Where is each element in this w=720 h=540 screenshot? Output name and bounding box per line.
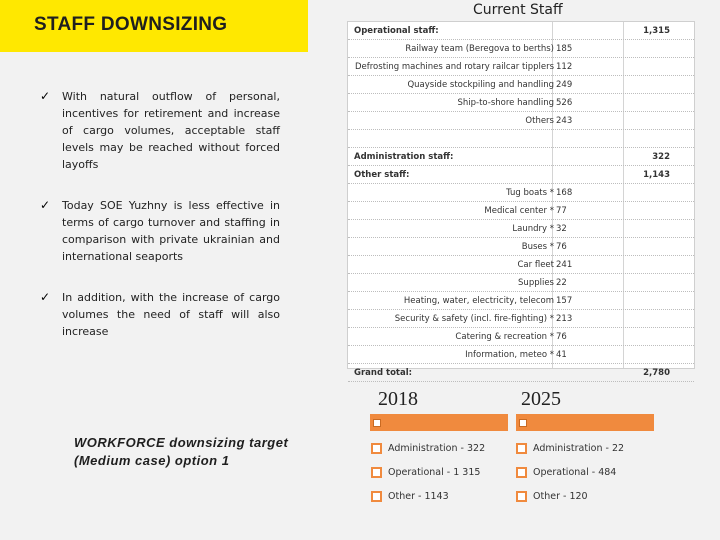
row-value: 243 bbox=[556, 116, 573, 126]
checkbox-icon bbox=[516, 443, 527, 454]
year-2018-bar bbox=[370, 414, 508, 431]
bullet-item bbox=[40, 88, 280, 173]
workforce-target bbox=[74, 434, 288, 470]
row-label: Defrosting machines and rotary railcar tipplers bbox=[354, 62, 554, 72]
legend-2018-other: Other - 1143 bbox=[371, 491, 449, 502]
table-row bbox=[348, 274, 694, 292]
row-value: 76 bbox=[556, 242, 567, 252]
table-row bbox=[348, 328, 694, 346]
legend-2018-operational: Operational - 1 315 bbox=[371, 467, 480, 478]
row-value: 526 bbox=[556, 98, 573, 108]
staff-table-title: Current Staff bbox=[473, 2, 563, 18]
year-2025-bar bbox=[516, 414, 654, 431]
row-total: 2,780 bbox=[643, 368, 670, 378]
bullet-text: Today SOE Yuzhny is less effective in terms of cargo turnover and staffing in comparison with private ukrainian and international seaports bbox=[62, 199, 280, 263]
row-label: Quayside stockpiling and handling bbox=[407, 80, 554, 90]
row-label: Car fleet bbox=[517, 260, 554, 270]
check-icon: ✓ bbox=[40, 290, 51, 304]
legend-2025-operational: Operational - 484 bbox=[516, 467, 616, 478]
year-2018-label: 2018 bbox=[378, 388, 418, 410]
row-value: 213 bbox=[556, 314, 573, 324]
row-label: Supplies bbox=[518, 278, 554, 288]
table-row bbox=[348, 76, 694, 94]
page-title: STAFF DOWNSIZING bbox=[34, 14, 228, 35]
row-label: Tug boats * bbox=[506, 188, 554, 198]
row-value: 32 bbox=[556, 224, 567, 234]
bullet-item bbox=[40, 197, 280, 265]
legend-2018-admin: Administration - 322 bbox=[371, 443, 485, 454]
row-value: 41 bbox=[556, 350, 567, 360]
bullet-list bbox=[40, 88, 280, 364]
table-row bbox=[348, 202, 694, 220]
table-row bbox=[348, 22, 694, 40]
checkbox-icon bbox=[371, 467, 382, 478]
bullet-item bbox=[40, 289, 280, 340]
table-row bbox=[348, 166, 694, 184]
table-row bbox=[348, 58, 694, 76]
row-label: Administration staff: bbox=[354, 152, 454, 162]
row-total: 322 bbox=[652, 152, 670, 162]
row-value: 185 bbox=[556, 44, 573, 54]
row-value: 76 bbox=[556, 332, 567, 342]
bullet-text: With natural outflow of personal, incentives for retirement and increase of cargo volumes, acceptable staff levels may be reached without forced layoffs bbox=[62, 90, 280, 171]
row-value: 249 bbox=[556, 80, 573, 90]
checkbox-icon bbox=[373, 419, 381, 427]
row-value: 241 bbox=[556, 260, 573, 270]
row-total: 1,315 bbox=[643, 26, 670, 36]
checkbox-icon bbox=[371, 491, 382, 502]
table-row bbox=[348, 40, 694, 58]
table-row bbox=[348, 346, 694, 364]
row-value: 22 bbox=[556, 278, 567, 288]
row-value: 112 bbox=[556, 62, 573, 72]
table-row bbox=[348, 256, 694, 274]
row-label: Laundry * bbox=[512, 224, 554, 234]
legend-2025-other: Other - 120 bbox=[516, 491, 588, 502]
row-value: 168 bbox=[556, 188, 573, 198]
row-label: Ship-to-shore handling bbox=[457, 98, 554, 108]
row-label: Security & safety (incl. fire-fighting) * bbox=[394, 314, 554, 324]
row-label: Operational staff: bbox=[354, 26, 439, 36]
table-row bbox=[348, 184, 694, 202]
row-value: 157 bbox=[556, 296, 573, 306]
check-icon: ✓ bbox=[40, 198, 51, 212]
bullet-text: In addition, with the increase of cargo volumes the need of staff will also increase bbox=[62, 291, 280, 338]
row-value: 77 bbox=[556, 206, 567, 216]
table-row bbox=[348, 94, 694, 112]
table-row bbox=[348, 148, 694, 166]
row-label: Heating, water, electricity, telecom bbox=[403, 296, 554, 306]
title-banner bbox=[0, 0, 308, 52]
table-row bbox=[348, 112, 694, 130]
row-label: Railway team (Beregova to berths) bbox=[405, 44, 554, 54]
table-row bbox=[348, 292, 694, 310]
row-label: Catering & recreation * bbox=[455, 332, 554, 342]
checkbox-icon bbox=[371, 443, 382, 454]
year-2025-label: 2025 bbox=[521, 388, 561, 410]
row-label: Information, meteo * bbox=[465, 350, 554, 360]
row-label: Medical center * bbox=[484, 206, 554, 216]
row-label: Others bbox=[525, 116, 554, 126]
table-row bbox=[348, 364, 694, 382]
table-row bbox=[348, 130, 694, 148]
table-row bbox=[348, 238, 694, 256]
row-total: 1,143 bbox=[643, 170, 670, 180]
legend-2025-admin: Administration - 22 bbox=[516, 443, 624, 454]
target-line-2: (Medium case) option 1 bbox=[74, 453, 230, 468]
checkbox-icon bbox=[516, 491, 527, 502]
row-label: Grand total: bbox=[354, 368, 413, 378]
table-row bbox=[348, 310, 694, 328]
staff-table bbox=[347, 21, 695, 378]
table-row bbox=[348, 220, 694, 238]
check-icon: ✓ bbox=[40, 89, 51, 103]
checkbox-icon bbox=[516, 467, 527, 478]
row-label: Buses * bbox=[521, 242, 554, 252]
checkbox-icon bbox=[519, 419, 527, 427]
row-label: Other staff: bbox=[354, 170, 410, 180]
target-line-1: WORKFORCE downsizing target bbox=[74, 435, 289, 450]
